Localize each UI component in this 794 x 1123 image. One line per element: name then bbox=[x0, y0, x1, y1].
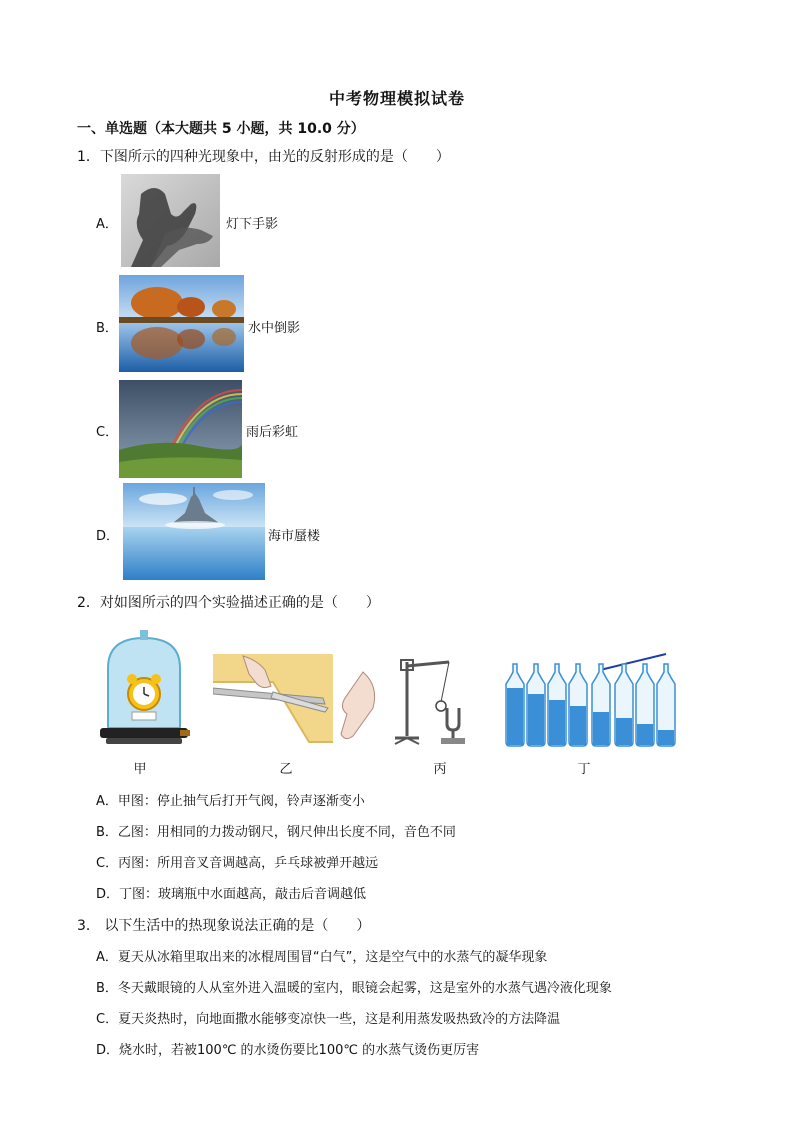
section-heading: 一、单选题（本大题共 5 小题，共 10.0 分） bbox=[77, 121, 365, 137]
tuning-fork-figure bbox=[385, 652, 481, 746]
ruler-table-figure bbox=[213, 652, 385, 744]
q2-option-a: A．甲图：停止抽气后打开气阀，铃声逐渐变小 bbox=[96, 794, 365, 809]
question-2-stem: 2．对如图所示的四个实验描述正确的是（ ） bbox=[77, 595, 380, 611]
q3-option-b: B．冬天戴眼镜的人从室外进入温暖的室内，眼镜会起雾，这是室外的水蒸气遇冷液化现象 bbox=[96, 981, 612, 996]
q1-option-b-caption: 水中倒影 bbox=[248, 321, 301, 336]
q1-option-b-letter: B． bbox=[96, 321, 118, 336]
figure-label-yi: 乙 bbox=[279, 762, 293, 777]
q3-option-a: A．夏天从冰箱里取出来的冰棍周围冒“白气”，这是空气中的水蒸气的凝华现象 bbox=[96, 950, 548, 965]
q2-option-d: D．丁图：玻璃瓶中水面越高，敲击后音调越低 bbox=[96, 887, 367, 902]
q1-option-a-caption: 灯下手影 bbox=[226, 217, 279, 232]
figure-label-ding: 丁 bbox=[577, 762, 591, 777]
bell-jar-figure bbox=[96, 628, 192, 750]
question-1-stem: 1．下图所示的四种光现象中，由光的反射形成的是（ ） bbox=[77, 149, 450, 165]
q1-option-c-letter: C． bbox=[96, 425, 119, 440]
mirage-photo bbox=[123, 483, 265, 580]
water-reflection-photo bbox=[119, 275, 244, 372]
q1-option-c-caption: 雨后彩虹 bbox=[246, 425, 299, 440]
figure-label-bing: 丙 bbox=[433, 762, 447, 777]
q2-option-c: C．丙图：所用音叉音调越高，乒乓球被弹开越远 bbox=[96, 856, 379, 871]
water-bottles-figure bbox=[500, 650, 680, 748]
q3-option-c: C．夏天炎热时，向地面撒水能够变凉快一些，这是利用蒸发吸热致冷的方法降温 bbox=[96, 1012, 561, 1027]
q1-option-d-caption: 海市蜃楼 bbox=[268, 529, 321, 544]
question-3-stem: 3． 以下生活中的热现象说法正确的是（ ） bbox=[77, 918, 371, 934]
page-title: 中考物理模拟试卷 bbox=[328, 89, 465, 108]
q1-option-d-letter: D． bbox=[96, 529, 120, 544]
hand-shadow-photo bbox=[121, 174, 220, 267]
rainbow-photo bbox=[119, 380, 242, 478]
figure-label-jia: 甲 bbox=[133, 762, 147, 777]
q1-option-a-letter: A． bbox=[96, 217, 118, 232]
q3-option-d: D．烧水时，若被100℃ 的水烫伤要比100℃ 的水蒸气烫伤更厉害 bbox=[96, 1043, 480, 1058]
q2-option-b: B．乙图：用相同的力拨动钢尺，钢尺伸出长度不同，音色不同 bbox=[96, 825, 456, 840]
